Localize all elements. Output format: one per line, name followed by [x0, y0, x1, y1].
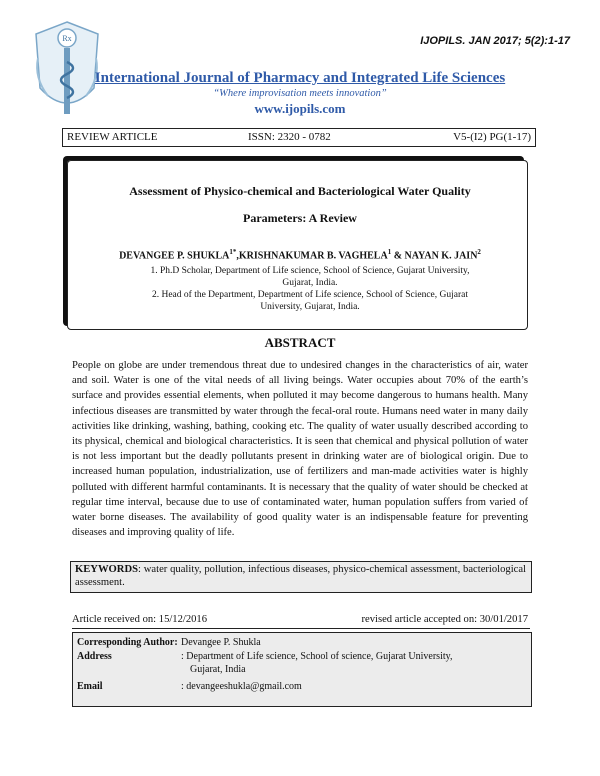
affiliation-2-line-2: University, Gujarat, India.: [260, 302, 360, 312]
accepted-date: revised article accepted on: 30/01/2017: [361, 614, 528, 625]
address-label: Address: [77, 651, 112, 662]
journal-tagline: “Where improvisation meets innovation”: [213, 88, 387, 99]
address-line-2: Gujarat, India: [190, 664, 246, 675]
logo-rx-text: Rx: [62, 34, 72, 43]
affiliation-2-line-1: 2. Head of the Department, Department of Life science, School of Science, Gujarat: [151, 290, 468, 300]
affiliation-1-line-1: 1. Ph.D Scholar, Department of Life science, School of Science, Gujarat University,: [150, 266, 470, 276]
volume-pages: V5-(I2) PG(1-17): [453, 131, 531, 143]
journal-website-link[interactable]: www.ijopils.com: [254, 101, 346, 116]
article-info-bar: [62, 128, 536, 147]
received-date: Article received on: 15/12/2016: [72, 614, 208, 625]
address-line-1: : Department of Life science, School of science, Gujarat University,: [181, 651, 453, 662]
corr-author-value: Devangee P. Shukla: [181, 637, 261, 648]
keywords: [75, 563, 526, 589]
email-value[interactable]: : devangeeshukla@gmail.com: [181, 681, 302, 692]
author-2: ,KRISHNAKUMAR B. VAGHELA: [236, 250, 388, 262]
abstract-heading: ABSTRACT: [264, 335, 336, 350]
email-label: Email: [77, 681, 103, 692]
journal-title[interactable]: International Journal of Pharmacy and Integrated Life Sciences: [94, 70, 506, 86]
author-list: [80, 248, 520, 261]
journal-citation: IJOPILS. JAN 2017; 5(2):1-17: [420, 35, 570, 47]
paper-title-line-1: Assessment of Physico-chemical and Bacteriological Water Quality: [129, 184, 471, 198]
corr-author-label: Corresponding Author:: [77, 637, 178, 648]
keywords-text: : water quality, pollution, infectious diseases, physico-chemical assessment, bacteriological assessment.: [75, 564, 526, 588]
correspondence-box: [72, 632, 532, 707]
author-1: DEVANGEE P. SHUKLA: [119, 250, 230, 262]
issn: ISSN: 2320 - 0782: [248, 131, 331, 143]
paper-title-line-2: Parameters: A Review: [243, 211, 357, 225]
author-1-sup: 1*: [229, 248, 237, 256]
divider: [72, 628, 530, 629]
article-type: REVIEW ARTICLE: [67, 131, 158, 143]
affiliation-1-line-2: Gujarat, India.: [282, 278, 338, 288]
affiliations: [120, 265, 500, 313]
keywords-label: KEYWORDS: [75, 564, 138, 575]
author-3-sup: 2: [477, 248, 481, 256]
author-2-sup: 1: [387, 248, 392, 256]
abstract-text: People on globe are under tremendous threat due to undesired changes in the characteristics of air, water and soil. Water is one of the vital needs of all living beings. Water occupies about 70% of the earth’s surface and provides essential elements, when polluted it may become dangerous to humans health. Many infectious diseases are transmitted by water through the fecal-oral route. Humans need water in many daily activities like drinking, washing, bathing, cooking etc. The quality of water usually described according to its physical, chemical and biological characteristics. It is seen that chemical and physical pollution of water is not less important but the deadly pollutants present in drinking water are of biological origin. Due to increased human population, industrialization, use of fertilizers and man-made activities water is highly polluted with different harmful contaminants. It is necessary that the quality of water should be checked at regular time interval, because due to use of contaminated water, human population suffers from varied of water borne diseases. The availability of good quality water is an indispensable feature for preventing diseases and improving quality of life.: [72, 360, 528, 539]
paper-title: [95, 178, 505, 232]
author-3: & NAYAN K. JAIN: [391, 250, 478, 262]
